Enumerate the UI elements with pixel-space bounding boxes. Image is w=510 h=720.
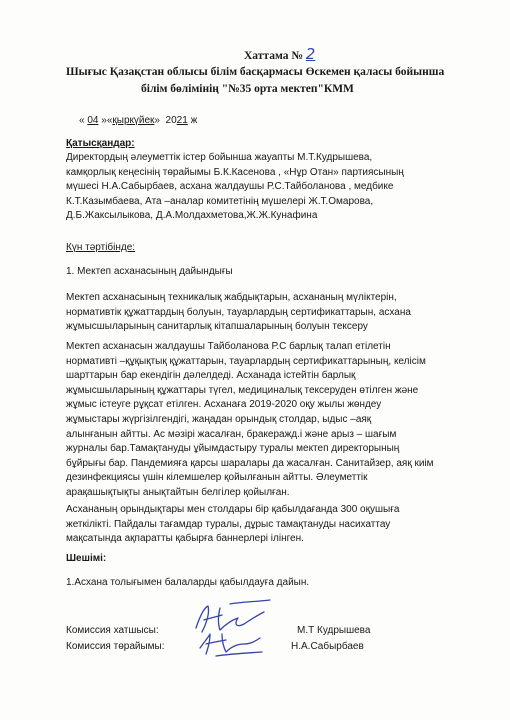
paragraph-line: жұмысшыларының құжаттары түгел, медициналық тексеруден өтілген және xyxy=(66,384,419,396)
date-day: 04 xyxy=(87,115,99,126)
agenda-paragraph-1 xyxy=(66,291,411,335)
agenda-item-1: 1. Мектеп асханасының дайындығы xyxy=(66,266,233,277)
paragraph-line: жеткілікті. Пайдалы тағамдар туралы, дұрыс тамақтануды насихаттау xyxy=(66,518,391,530)
attendees-line: Директордың әлеуметтік істер бойынша жауапты М.Т.Кудрышева, xyxy=(66,152,373,163)
paragraph-line: жұмыстары жүргізілгендігі, жаңадан орындық столдар, ыдыс –аяқ xyxy=(66,413,372,425)
protocol-number: 2 xyxy=(305,45,316,63)
date-month: қыркүйек xyxy=(112,115,155,126)
paragraph-line: арақашықтықты анықтайтын белгілер қойылған. xyxy=(66,486,290,498)
attendees-line: Д.Б.Жаксылыкова, Д.А.Молдахметова,Ж.Ж.Кунафина xyxy=(66,210,318,222)
protocol-date xyxy=(79,114,197,129)
paragraph-line: Мектеп асханасын жалдаушы Тайболанова Р.С барлық талап етілетін xyxy=(66,341,391,352)
agenda-paragraph-2 xyxy=(66,340,434,501)
paragraph-line: нормативтік құжаттардың болуын, тауарлардың сертификаттарын, асхана xyxy=(66,306,411,318)
decision-heading: Шешімі: xyxy=(66,553,107,564)
paragraph-line: Асхананың орындықтары мен столдары бір қабылдағанда 300 оқушыға xyxy=(66,504,400,515)
paragraph-line: дезинфекциясы үшін кілемшелер қойылғанын айтты. Әлеуметтік xyxy=(66,472,368,484)
paragraph-line: журналы бар.Тамақтануды ұйымдастыру туралы мектеп директорының xyxy=(66,443,400,455)
date-quote-open-2: « xyxy=(106,115,113,126)
secretary-label: Комиссия хатшысы: xyxy=(66,625,159,636)
secretary-signature xyxy=(196,600,270,632)
date-quote-open: « xyxy=(79,115,85,126)
chair-label: Комиссия төрайымы: xyxy=(66,641,165,652)
protocol-title xyxy=(244,45,315,63)
protocol-title-text: Хаттама № xyxy=(244,50,303,62)
agenda-heading: Күн тәртібінде: xyxy=(66,242,136,253)
paragraph-line: жұмысшыларының санитарлық кітапшаларының болуын тексеру xyxy=(66,321,368,333)
chair-signature xyxy=(200,634,262,656)
attendees-line: мүшесі Н.А.Сабырбаев, асхана жалдаушы Р.С.Тайболанова , медбике xyxy=(66,181,394,193)
attendees-list xyxy=(66,151,404,224)
date-unit: ж xyxy=(190,115,198,126)
attendees-line: К.Т.Казымбаева, Ата –аналар комитетінің мүшелері Ж.Т.Омарова, xyxy=(66,195,374,207)
paragraph-line: мақсатында ақпаратты қабырға баннерлері ілінген. xyxy=(66,533,304,545)
paragraph-line: жұмыс істеуге рұқсат етілген. Асханаға 2019-2020 оқу жылы жөндеу xyxy=(66,399,382,411)
decision-item-1: 1.Асхана толығымен балаларды қабылдауға дайын. xyxy=(66,577,310,588)
secretary-name: М.Т Кудрышева xyxy=(297,625,371,636)
date-quote-close-2: » xyxy=(154,115,160,126)
paragraph-line: бұйрығы бар. Пандемияға қарсы шаралары да жасалған. Санитайзер, аяқ киім xyxy=(66,457,434,469)
paragraph-line: нормативті –құқықтық құжаттарын, тауарлардың сертификаттарының, келісім xyxy=(66,355,426,367)
chair-name: Н.А.Сабырбаев xyxy=(291,641,364,652)
header-line-1: Шығыс Қазақстан облысы білім басқармасы Өскемен қаласы бойынша xyxy=(66,66,445,78)
paragraph-line: шарттарын бар екендігін дәлелдеді. Асханада істейтін барлық xyxy=(66,370,356,382)
paragraph-line: алынғанын айтты. Ас мәзірі жасалған, бракеражд.і және арыз – шағым xyxy=(66,428,397,440)
date-year-prefix: 20 xyxy=(165,115,177,126)
agenda-paragraph-3 xyxy=(66,503,399,547)
handwritten-signatures xyxy=(190,598,280,660)
date-year-suffix: 21 xyxy=(176,115,188,126)
attendees-heading: Қатысқандар: xyxy=(66,138,135,149)
date-quote-close: » xyxy=(101,115,107,126)
attendees-line: камқорлық кеңесінің төрайымы Б.К.Касенова , «Нұр Отан» партиясының xyxy=(66,166,404,178)
header-line-2: білім бөлімінің "№35 орта мектеп"КММ xyxy=(141,83,354,95)
paragraph-line: Мектеп асханасының техникалық жабдықтарын, асхананың мүліктерін, xyxy=(66,292,397,303)
